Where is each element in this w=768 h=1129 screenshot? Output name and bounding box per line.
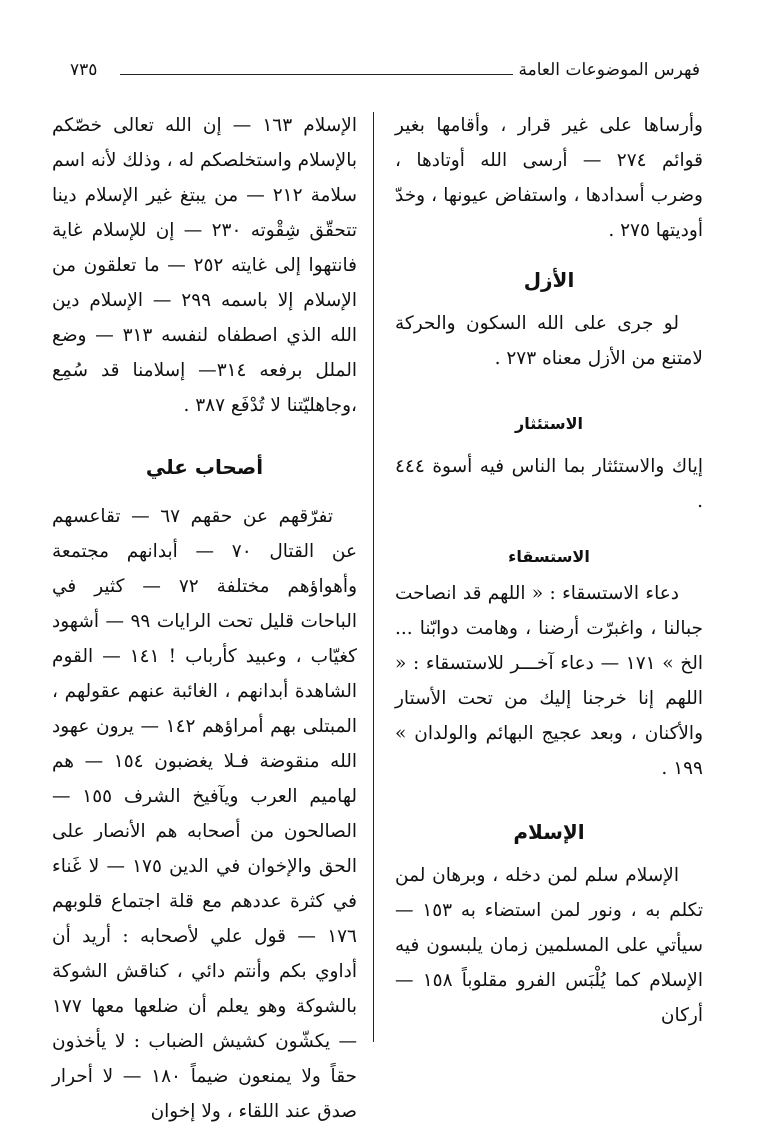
continued-entry: وأرساها على غير قرار ، وأقامها بغير قوائم ٢٧٤ — أرسى الله أوتادها ، وضرب أسدادها ، واستفاض عيونها ، وخدّ أوديتها ٢٧٥ . — [395, 115, 703, 241]
page-header — [70, 58, 700, 88]
continued-entry-islam: الإسلام ١٦٣ — إن الله تعالى خصّكم بالإسلام واستخلصكم له ، وذلك لأنه اسم سلامة ٢١٢ — من يبتغ غير الإسلام دينا تتحقّق شِقْوته ٢٣٠ — إن للإسلام غاية فانتهوا إلى غايته ٢٥٢ — ما تعلقون من الإسلام إلا باسمه ٢٩٩ — الإسلام دين الله الذي اصطفاه لنفسه ٣١٣ — وضع الملل برفعه ٣١٤— إسلامنا قد سُمِع ،وجاهليّتنا لا تُدْفَع ٣٨٧ . — [52, 115, 358, 416]
left-column — [52, 108, 357, 1129]
page-number: ٧٣٥ — [70, 60, 98, 80]
column-divider — [373, 112, 374, 1042]
header-rule — [120, 74, 540, 75]
section-text-istithar: إياك والاستئثار بما الناس فيه أسوة ٤٤٤ . — [395, 456, 703, 512]
section-heading-istithar: الاستئثار — [515, 414, 583, 433]
section-heading-azal: الأزل — [523, 268, 575, 292]
section-text-azal: لو جرى على الله السكون والحركة لامتنع من الأزل معناه ٢٧٣ . — [395, 313, 703, 369]
right-column — [395, 108, 703, 1033]
section-text-ashab-ali: تفرّقهم عن حقهم ٦٧ — تقاعسهم عن القتال ٧٠ — أبدانهم مجتمعة وأهواؤهم مختلفة ٧٢ — كثير في الباحات قليل تحت الرايات ٩٩ — أشهود كغيّاب ، وعبيد كأرباب ! ١٤١ — القوم الشاهدة أبدانهم ، الغائبة عنهم عقولهم ، المبتلى بهم أمراؤهم ١٤٢ — يرون عهود الله منقوضة فـلا يغضبون ١٥٤ — هم لهاميم العرب ويآفيخ الشرف ١٥٥ — الصالحون من أصحابه هم الأنصار على الحق والإخوان في الدين ١٧٥ — لا غَناء في كثرة عددهم مع قلة اجتماع قلوبهم ١٧٦ — قول علي لأصحابه : أريد أن أداوي بكم وأنتم دائي ، كناقش الشوكة بالشوكة وهو يعلم أن ضلعها معها ١٧٧ — يكشّون كشيش الضباب : لا يأخذون حقاً ولا يمنعون ضيماً ١٨٠ — لا أحرار صدق عند اللقاء ، ولا إخوان — [52, 506, 358, 1122]
section-heading-istisqa: الاستسقاء — [508, 547, 590, 566]
section-text-istisqa: دعاء الاستسقاء : « اللهم قد انصاحت جبالنا ، واغبرّت أرضنا ، وهامت دوابّنا ... الخ » ١٧١ — دعاء آخـــر للاستسقاء : « اللهم إنا خرجنا إليك من تحت الأستار والأكنان ، وبعد عجيج البهائم والولدان » ١٩٩ . — [395, 583, 703, 779]
section-text-islam: الإسلام سلم لمن دخله ، وبرهان لمن تكلم به ، ونور لمن استضاء به ١٥٣ — سيأتي على المسلمين زمان يلبسون فيه الإسلام كما يُلْبَس الفرو مقلوباً ١٥٨ — أركان — [395, 865, 703, 1026]
running-title: فهرس الموضوعات العامة — [513, 60, 700, 80]
section-heading-ashab-ali: أصحاب علي — [145, 455, 264, 479]
section-heading-islam: الإسلام — [513, 820, 585, 844]
